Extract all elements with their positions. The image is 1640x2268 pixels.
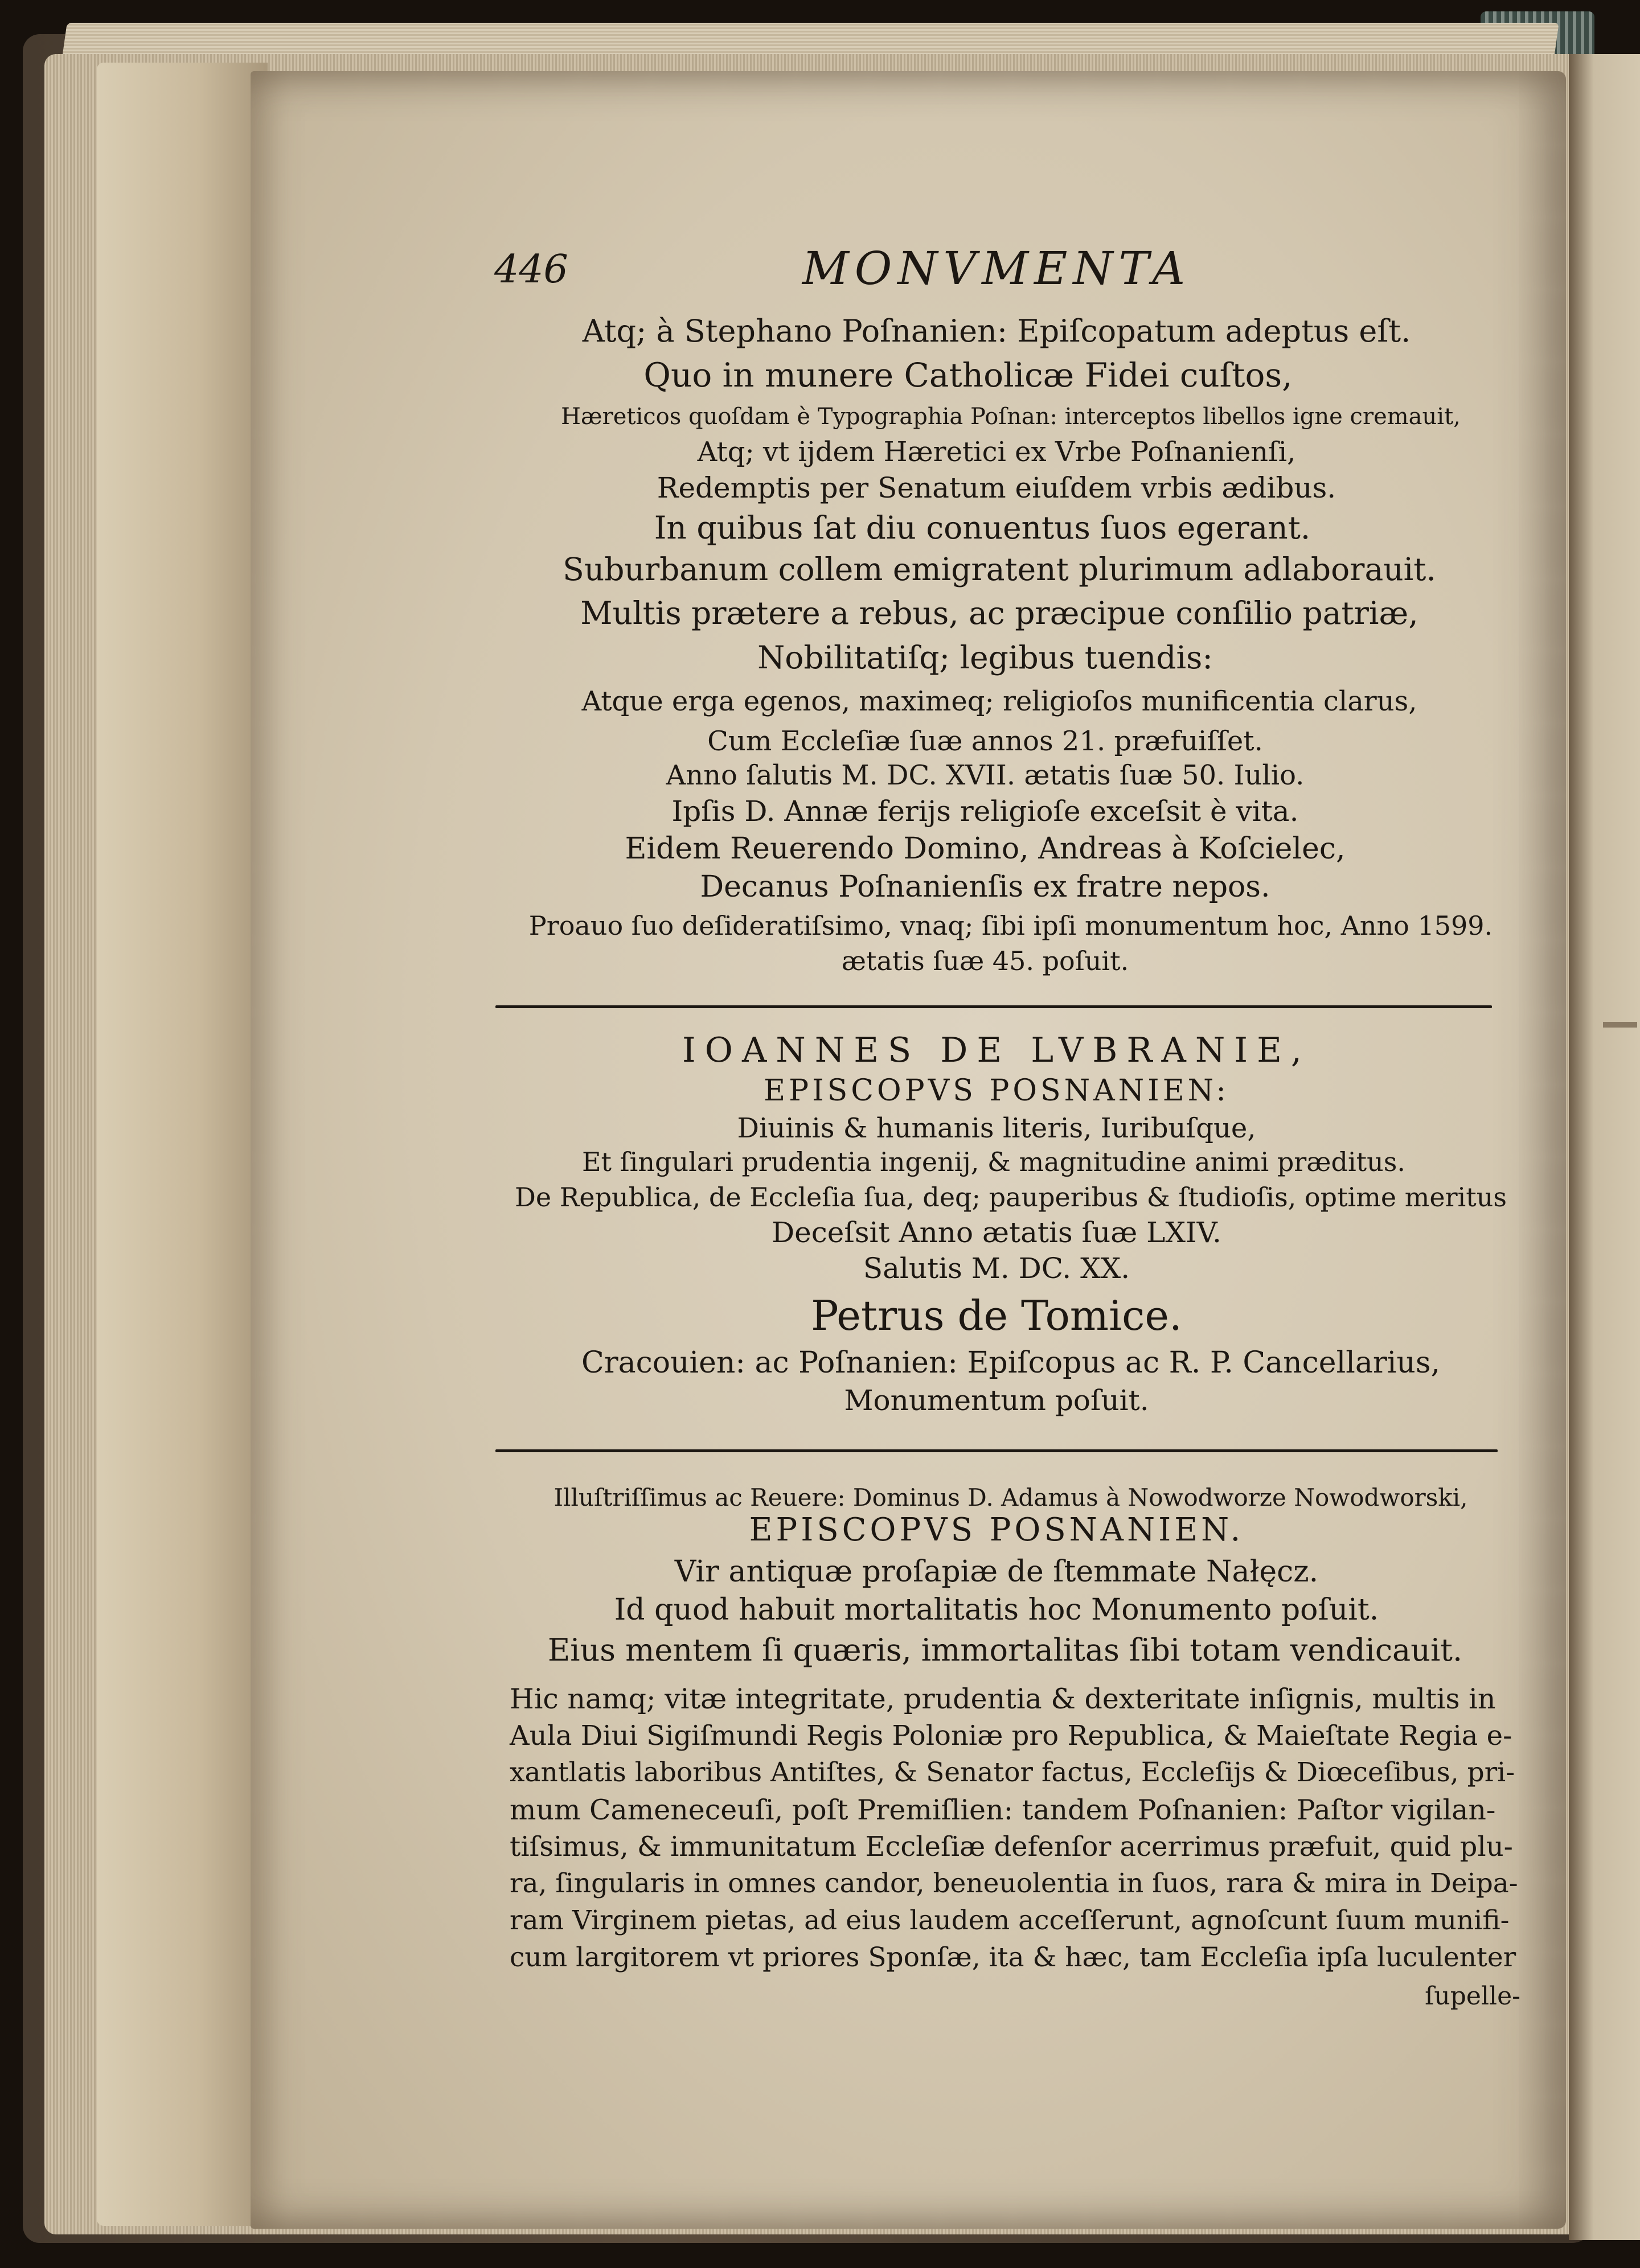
section-divider bbox=[495, 1449, 1498, 1452]
page-number: 446 bbox=[494, 247, 568, 292]
paragraph-line: Hic namq; vitæ integritate, prudentia & dexteritate inſignis, multis in bbox=[510, 1683, 1496, 1715]
catchword: ſupelle- bbox=[1425, 1982, 1520, 2011]
paragraph-line: Aula Diui Sigiſmundi Regis Poloniæ pro Republica, & Maieſtate Regia e- bbox=[510, 1720, 1512, 1752]
section3-line: Id quod habuit mortalitatis hoc Monumento poſuit. bbox=[614, 1593, 1379, 1627]
section1-line: Redemptis per Senatum eiuſdem vrbis ædibus. bbox=[657, 471, 1336, 504]
section1-line: Ipſis D. Annæ ferijs religioſe exceſsit è vita. bbox=[671, 795, 1299, 828]
paragraph-line: mum Cameneceuſi, poſt Premiſlien: tandem Poſnanien: Paſtor vigilan- bbox=[510, 1794, 1496, 1826]
paragraph-line: cum largitorem vt priores Sponſæ, ita & hæc, tam Eccleſia ipſa luculenter bbox=[510, 1942, 1516, 1973]
section3-name-line: Illuſtriſſimus ac Reuere: Dominus D. Adamus à Nowodworze Nowodworski, bbox=[554, 1484, 1468, 1511]
section3-line: Vir antiquæ proſapiæ de ſtemmate Nałęcz. bbox=[674, 1555, 1319, 1589]
paragraph-line: ra, ſingularis in omnes candor, beneuolentia in ſuos, rara & mira in Deipa- bbox=[510, 1868, 1518, 1899]
section1-line: Cum Eccleſiæ ſuæ annos 21. præfuiſſet. bbox=[707, 725, 1263, 757]
bishop-name: IOANNES DE LVBRANIE, bbox=[682, 1030, 1311, 1070]
section1-line: ætatis ſuæ 45. poſuit. bbox=[841, 946, 1129, 976]
paragraph-line: xantlatis laboribus Antiſtes, & Senator factus, Eccleſijs & Diœceſibus, pri- bbox=[510, 1757, 1515, 1788]
section1-line: Quo in munere Catholicæ Fidei cuſtos, bbox=[643, 356, 1293, 395]
section2-dedicator-line: Monumentum poſuit. bbox=[844, 1384, 1149, 1417]
running-title: MONVMENTA bbox=[802, 242, 1191, 295]
paragraph-line: ram Virginem pietas, ad eius laudem acceſſerunt, agnoſcunt ſuum munifi- bbox=[510, 1905, 1510, 1936]
dedicator-name: Petrus de Tomice. bbox=[811, 1292, 1182, 1340]
section1-line: Suburbanum collem emigratent plurimum adlaborauit. bbox=[563, 551, 1436, 587]
section2-line: Salutis M. DC. XX. bbox=[863, 1252, 1130, 1285]
section2-line: De Republica, de Eccleſia ſua, deq; pauperibus & ſtudioſis, optime meritus bbox=[514, 1182, 1507, 1213]
section1-line: Anno ſalutis M. DC. XVII. ætatis ſuæ 50. Iulio. bbox=[666, 759, 1305, 791]
section1-line: In quibus ſat diu conuentus ſuos egerant. bbox=[654, 510, 1311, 546]
section1-line: Atq; vt ijdem Hæretici ex Vrbe Poſnanienſi, bbox=[697, 436, 1296, 468]
section2-dedicator-line: Cracouien: ac Poſnanien: Epiſcopus ac R. P. Cancellarius, bbox=[581, 1346, 1441, 1380]
section-divider bbox=[495, 1005, 1492, 1008]
section3-title: EPISCOPVS POSNANIEN. bbox=[749, 1511, 1244, 1548]
section1-line: Proauo ſuo deſideratiſsimo, vnaq; ſibi ipſi monumentum hoc, Anno 1599. bbox=[528, 910, 1493, 941]
section1-line: Nobilitatiſq; legibus tuendis: bbox=[757, 639, 1213, 676]
section1-line: Decanus Poſnanienſis ex fratre nepos. bbox=[700, 870, 1270, 904]
section1-line: Hæreticos quoſdam è Typographia Poſnan: interceptos libellos igne cremauit, bbox=[561, 404, 1461, 430]
section1-line: Eidem Reuerendo Domino, Andreas à Koſcielec, bbox=[625, 832, 1346, 866]
section1-line: Multis prætere a rebus, ac præcipue conſilio patriæ, bbox=[580, 595, 1418, 631]
section2-line: Deceſsit Anno ætatis ſuæ LXIV. bbox=[772, 1216, 1221, 1249]
bishop-title: EPISCOPVS POSNANIEN: bbox=[764, 1074, 1229, 1108]
section3-line: Eius mentem ſi quæris, immortalitas ſibi totam vendicauit. bbox=[547, 1632, 1463, 1668]
paragraph-line: tiſsimus, & immunitatum Eccleſiæ defenſor acerrimus præfuit, quid plu- bbox=[510, 1831, 1513, 1863]
section2-line: Diuinis & humanis literis, Iuribuſque, bbox=[737, 1112, 1256, 1144]
section1-line: Atq; à Stephano Poſnanien: Epiſcopatum adeptus eſt. bbox=[582, 313, 1411, 349]
section2-line: Et ſingulari prudentia ingenij, & magnitudine animi præditus. bbox=[581, 1147, 1406, 1177]
section1-line: Atque erga egenos, maximeq; religioſos munificentia clarus, bbox=[581, 685, 1417, 717]
